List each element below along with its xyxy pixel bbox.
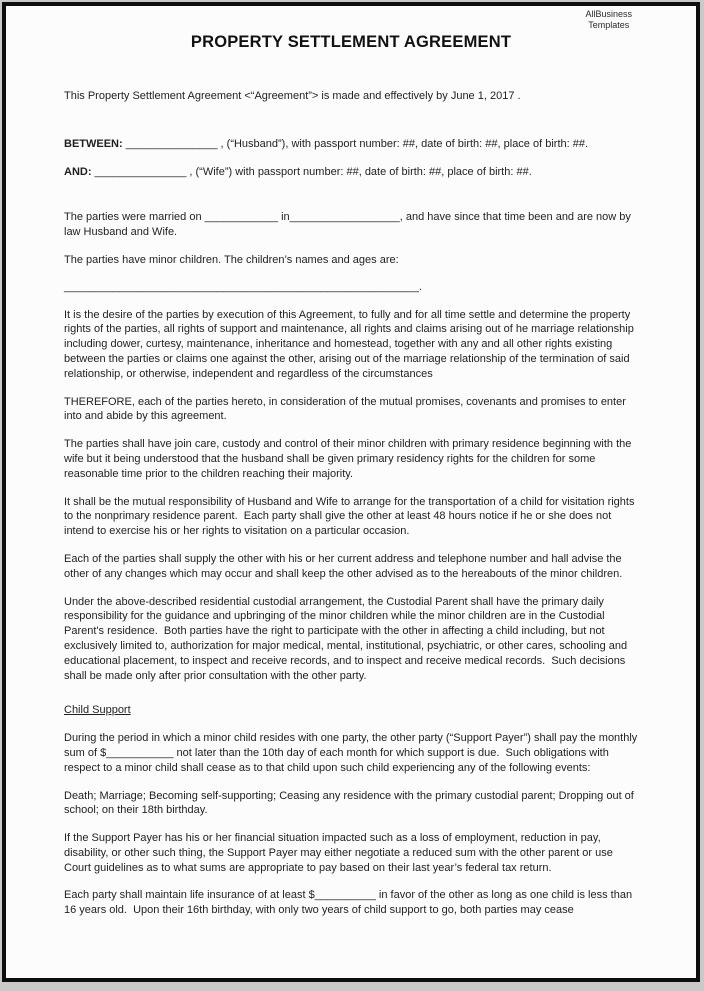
financial-hardship-paragraph <box>64 831 640 875</box>
text-run: Each of the parties shall supply the other with his or her current address and telephone number and hall advise the other of any changes which may occur and shall keep the other advised as to the hereabouts of the minor children. <box>64 552 625 580</box>
text-run: During the period in which a minor child resides with one party, the other party (“Support Payer”) shall pay the monthly sum of $___________ not later than the 10th day of each month for which support is due. Such obligations with respect to a minor child shall cease as to that child upon such child experiencing any of the following events: <box>64 732 641 774</box>
text-run: It shall be the mutual responsibility of Husband and Wife to arrange for the transportation of a child for visitation rights to the nonprimary residence parent. Each party shall give the other at least 48 hours notice if he or she does not intend to exercise his or her rights to visitation on a particular occasion. <box>64 495 638 538</box>
termination-events-paragraph <box>64 789 640 819</box>
document-body <box>6 89 696 918</box>
wife-party-line <box>64 165 640 180</box>
text-run: _______________ , (“Husband”), with passport number: ##, date of birth: ##, place of birth: ##. <box>122 137 589 150</box>
text-run: Each party shall maintain life insurance of at least $__________ in favor of the other as long as one child is less than 16 years old. Upon their 16th birthday, with only two years of child support to go, both parties may cease <box>64 889 636 917</box>
therefore-paragraph <box>64 395 640 425</box>
party-label: BETWEEN: <box>64 137 123 150</box>
child-support-heading <box>64 703 640 718</box>
text-run: The parties shall have join care, custody and control of their minor children with primary residence beginning with the wife but it being understood that the husband shall be given primary residency rights for the children for some reasonable time prior to the children reaching their majority. <box>64 438 635 480</box>
text-run: Death; Marriage; Becoming self-supporting; Ceasing any residence with the primary custodial parent; Dropping out of school; on their 18th birthday. <box>64 789 637 817</box>
text-run: It is the desire of the parties by execution of this Agreement, to fully and for all time settle and determine the property rights of the parties, all rights of support and maintenance, all rights and claims arising out of he marriage relationship including dower, curtesy, maintenance, inheritance and homestead, together with any and all other rights existing between the parties or claims one against the other, arising out of the marriage relationship of the termination of said relationship, or otherwise, independent and regardless of the circumstances <box>64 308 637 380</box>
text-run: _______________ , (“Wife”) with passport number: ##, date of birth: ##, place of birth: ##. <box>91 165 532 178</box>
text-run: Child Support <box>64 704 131 717</box>
support-payment-paragraph <box>64 731 640 775</box>
allbusiness-templates-logo <box>585 9 632 30</box>
transportation-paragraph <box>64 495 640 539</box>
desire-of-parties-paragraph <box>64 308 640 382</box>
text-run: This Property Settlement Agreement <“Agreement”> is made and effectively by June 1, 2017 . <box>64 90 521 102</box>
text-run: The parties were married on ____________ in__________________, and have since that time been and are now by law Husband and Wife. <box>64 211 634 239</box>
party-label: AND: <box>64 165 92 178</box>
children-names-blank-line <box>64 280 640 295</box>
text-run: THEREFORE, each of the parties hereto, in consideration of the mutual promises, covenants and promises to enter into and abide by this agreement. <box>64 395 629 423</box>
text-run: Under the above-described residential custodial arrangement, the Custodial Parent shall have the primary daily responsibility for the guidance and upbringing of the minor children while the minor children are in the Custodial Parent's residence. Both parties have the right to participate with the other in affecting a child including, but not exclusively limited to, authorization for major medical, mental, institutional, psychiatric, or other cares, schooling and educational placement, to inspect and receive records, and to inspect and receive medical records. Such decisions shall be made only after prior consultation with the other party. <box>64 595 631 682</box>
custody-paragraph <box>64 437 640 481</box>
husband-party-line <box>64 137 640 152</box>
text-run: If the Support Payer has his or her financial situation impacted such as a loss of employment, reduction in pay, disability, or other such thing, the Support Payer may either negotiate a reduced sum with the other parent or use Court guidelines as to what sums are appropriate to pay based on their last year’s federal tax return. <box>64 832 616 874</box>
minor-children-paragraph <box>64 253 640 268</box>
custodial-arrangement-paragraph <box>64 595 640 684</box>
brand-line-2: Templates <box>588 19 630 30</box>
life-insurance-paragraph <box>64 888 640 918</box>
address-exchange-paragraph <box>64 552 640 582</box>
document-page <box>2 2 700 982</box>
text-run: The parties have minor children. The children’s names and ages are: <box>64 253 399 266</box>
brand-line-1: AllBusiness <box>585 9 632 19</box>
page-title: PROPERTY SETTLEMENT AGREEMENT <box>190 33 512 51</box>
intro-paragraph <box>64 89 640 104</box>
marriage-date-paragraph <box>64 210 640 240</box>
text-run: __________________________________________________________. <box>64 280 422 293</box>
